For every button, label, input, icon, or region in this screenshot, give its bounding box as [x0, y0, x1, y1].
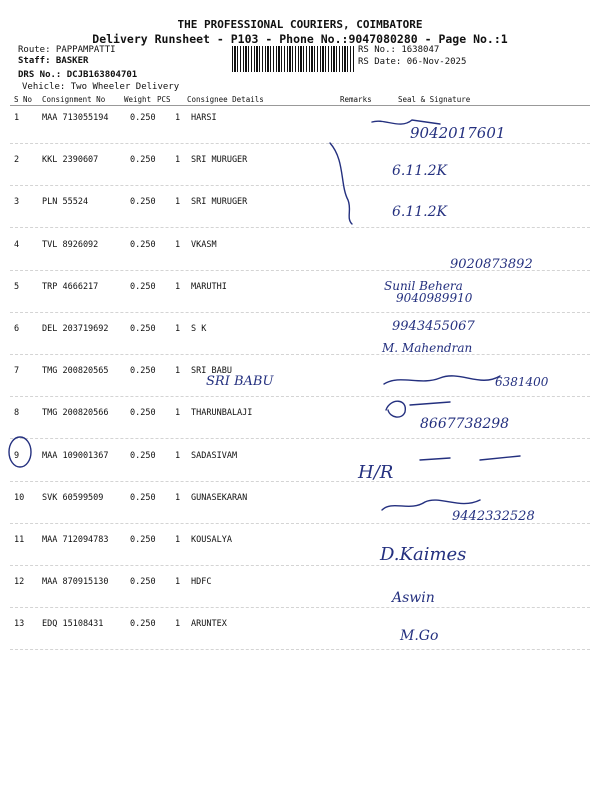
row-pcs: 1	[175, 408, 181, 419]
rs-date: RS Date: 06-Nov-2025	[358, 57, 467, 67]
row-pcs: 1	[175, 324, 181, 334]
hw-row9: H/R	[358, 462, 394, 483]
hw-row12: Aswin	[392, 590, 435, 606]
col-remarks: Remarks	[340, 95, 372, 104]
row-pcs: 1	[175, 197, 181, 208]
row-sno: 11	[14, 535, 25, 545]
row-consignment-no: MAA 713055194	[42, 113, 109, 123]
col-sno: S No	[14, 95, 33, 104]
row-sno: 3	[14, 197, 20, 208]
row-sno: 2	[14, 155, 20, 166]
row-consignee: SADASIVAM	[191, 450, 238, 461]
signature-row8	[386, 401, 450, 417]
hw-row5a: Sunil Behera	[384, 279, 463, 293]
circle-mark-9	[9, 437, 31, 467]
row-weight: 0.250	[130, 450, 156, 461]
signature-row7	[384, 376, 500, 384]
hw-row1: 9042017601	[410, 124, 506, 142]
company-name: THE PROFESSIONAL COURIERS, COIMBATORE	[177, 18, 423, 31]
row-consignment-no: TMG 200820566	[42, 408, 109, 419]
row-consignee: SRI BABU	[191, 366, 232, 377]
row-pcs: 1	[175, 619, 181, 630]
hw-row7-remark: SRI BABU	[206, 374, 274, 389]
row-sno: 4	[14, 239, 20, 250]
bracket-mark	[330, 143, 352, 224]
col-weight: Weight	[124, 95, 152, 104]
row-consignment-no: SVK 60599509	[42, 492, 104, 503]
row-sno: 9	[14, 450, 20, 461]
row-consignee: VKASM	[191, 239, 217, 250]
row-consignment-no: TVL 8926092	[42, 239, 99, 250]
col-pcs: PCS	[157, 95, 171, 104]
hw-row10: 9442332528	[452, 509, 535, 524]
row-pcs: 1	[175, 450, 181, 461]
row-consignment-no: EDQ 15108431	[42, 619, 104, 630]
hw-row13: M.Go	[400, 628, 439, 644]
row-consignee: HDFC	[191, 577, 212, 588]
staff: Staff: BASKER	[18, 56, 89, 66]
row-pcs: 1	[175, 535, 181, 545]
row-weight: 0.250	[130, 113, 156, 123]
row-sno: 10	[14, 492, 25, 503]
row-consignment-no: DEL 203719692	[42, 324, 109, 334]
drs-number: DRS No.: DCJB163804701	[18, 70, 138, 80]
row-sno: 6	[14, 324, 20, 334]
row-weight: 0.250	[130, 619, 156, 630]
row-consignee: HARSI	[191, 113, 217, 123]
row-consignment-no: TMG 200820565	[42, 366, 109, 377]
rs-number: RS No.: 1638047	[358, 45, 440, 55]
row-weight: 0.250	[130, 408, 156, 419]
row-consignee: THARUNBALAJI	[191, 408, 253, 419]
hw-row8: 8667738298	[420, 416, 510, 432]
runsheet-title: Delivery Runsheet - P103 - Phone No.:9047080280 - Page No.:1	[92, 32, 508, 46]
row-weight: 0.250	[130, 197, 156, 208]
row-consignee: S K	[191, 324, 207, 334]
hw-row7b: 6381400	[495, 375, 549, 389]
hw-row6: 9943455067	[392, 319, 475, 334]
row-consignment-no: PLN 55524	[42, 197, 89, 208]
route: Route: PAPPAMPATTI	[18, 45, 116, 55]
vehicle: Vehicle: Two Wheeler Delivery	[22, 82, 180, 92]
col-consignment: Consignment No	[42, 95, 106, 104]
hw-row2: 6.11.2K	[392, 163, 447, 179]
row-sno: 1	[14, 113, 20, 123]
row-weight: 0.250	[130, 239, 156, 250]
row-sno: 12	[14, 577, 25, 588]
hw-row11: D.Kaimes	[380, 544, 467, 565]
hw-row5b: 9040989910	[396, 291, 473, 305]
row-consignment-no: KKL 2390607	[42, 155, 99, 166]
row-weight: 0.250	[130, 577, 156, 588]
strike-row9	[420, 456, 520, 460]
row-sno: 8	[14, 408, 20, 419]
row-consignee: KOUSALYA	[191, 535, 232, 545]
row-pcs: 1	[175, 155, 181, 166]
row-pcs: 1	[175, 492, 181, 503]
row-pcs: 1	[175, 281, 181, 292]
row-consignee: GUNASEKARAN	[191, 492, 248, 503]
row-weight: 0.250	[130, 324, 156, 334]
row-sno: 7	[14, 366, 20, 377]
row-consignment-no: TRP 4666217	[42, 281, 99, 292]
row-consignment-no: MAA 109001367	[42, 450, 109, 461]
row-pcs: 1	[175, 239, 181, 250]
row-weight: 0.250	[130, 281, 156, 292]
row-weight: 0.250	[130, 492, 156, 503]
col-consignee: Consignee Details	[187, 95, 264, 104]
row-consignee: SRI MURUGER	[191, 155, 248, 166]
row-pcs: 1	[175, 366, 181, 377]
row-consignment-no: MAA 870915130	[42, 577, 109, 588]
row-pcs: 1	[175, 577, 181, 588]
row-weight: 0.250	[130, 535, 156, 545]
hw-row4: 9020873892	[450, 257, 533, 272]
row-consignee: ARUNTEX	[191, 619, 227, 630]
hw-row7a: M. Mahendran	[382, 341, 473, 355]
row-weight: 0.250	[130, 366, 156, 377]
col-seal-signature: Seal & Signature	[398, 95, 471, 104]
row-weight: 0.250	[130, 155, 156, 166]
hw-row3: 6.11.2K	[392, 204, 447, 220]
row-consignment-no: MAA 712094783	[42, 535, 109, 545]
row-consignee: SRI MURUGER	[191, 197, 248, 208]
row-pcs: 1	[175, 113, 181, 123]
row-sno: 5	[14, 281, 20, 292]
row-consignee: MARUTHI	[191, 281, 227, 292]
row-sno: 13	[14, 619, 25, 630]
